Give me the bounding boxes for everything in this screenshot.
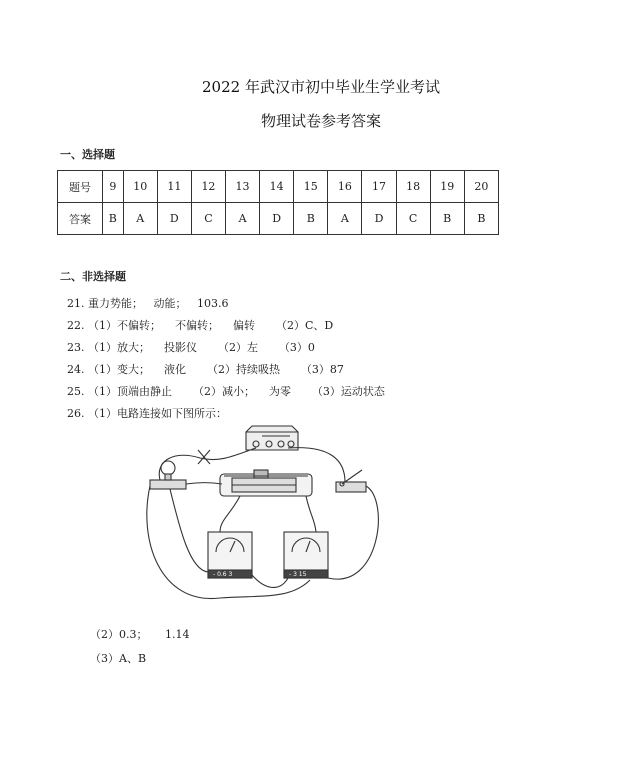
rheostat-icon: [220, 470, 312, 496]
answer-cell: B: [464, 203, 498, 235]
light-bulb-icon: [150, 461, 186, 489]
question-number: 12: [191, 171, 225, 203]
answer-table: [57, 170, 499, 235]
answer-line-21: 21. 重力势能； 动能； 103.6: [67, 297, 229, 310]
question-number: 14: [260, 171, 294, 203]
answer-cell: D: [157, 203, 191, 235]
answer-line-26: 26. （1）电路连接如下图所示：: [67, 407, 227, 420]
power-supply-icon: [246, 426, 298, 450]
question-number: 16: [328, 171, 362, 203]
answer-cell: B: [294, 203, 328, 235]
answer-line-26-2: （2）0.3； 1.14: [90, 628, 190, 641]
row-header-numbers: 题号: [58, 171, 103, 203]
question-number: 19: [430, 171, 464, 203]
exam-subtitle: 物理试卷参考答案: [260, 112, 381, 130]
question-number: 13: [226, 171, 260, 203]
table-row-answers: [58, 203, 499, 235]
question-number: 20: [464, 171, 498, 203]
question-number: 18: [396, 171, 430, 203]
voltmeter-terminal-label: - 3 15: [289, 571, 307, 578]
answer-cell: A: [226, 203, 260, 235]
table-row-numbers: [58, 171, 499, 203]
answer-cell: D: [260, 203, 294, 235]
answer-line-22: 22. （1）不偏转； 不偏转； 偏转 （2）C、D: [67, 319, 334, 332]
question-number: 15: [294, 171, 328, 203]
switch-icon: [336, 470, 366, 492]
wire-cross-mark-icon: [198, 450, 210, 464]
answer-cell: B: [430, 203, 464, 235]
row-header-answers: 答案: [58, 203, 103, 235]
exam-title: 2022 年武汉市初中毕业生学业考试: [202, 78, 440, 96]
answer-line-24: 24. （1）变大； 液化 （2）持续吸热 （3）87: [67, 363, 344, 376]
answer-cell: C: [396, 203, 430, 235]
answer-line-23: 23. （1）放大； 投影仪 （2）左 （3）0: [67, 341, 315, 354]
answer-cell: B: [103, 203, 124, 235]
question-number: 9: [103, 171, 124, 203]
question-number: 11: [157, 171, 191, 203]
question-number: 17: [362, 171, 396, 203]
question-number: 10: [123, 171, 157, 203]
section-multiple-choice-heading: 一、选择题: [60, 148, 115, 161]
section-free-response-heading: 二、非选择题: [60, 270, 126, 283]
answer-cell: A: [123, 203, 157, 235]
ammeter-terminal-label: - 0.6 3: [213, 571, 233, 578]
answer-line-25: 25. （1）顶端由静止 （2）减小； 为零 （3）运动状态: [67, 385, 385, 398]
circuit-diagram: [140, 420, 400, 620]
answer-line-26-3: （3）A、B: [90, 652, 147, 665]
answer-cell: C: [191, 203, 225, 235]
answer-cell: A: [328, 203, 362, 235]
answer-cell: D: [362, 203, 396, 235]
